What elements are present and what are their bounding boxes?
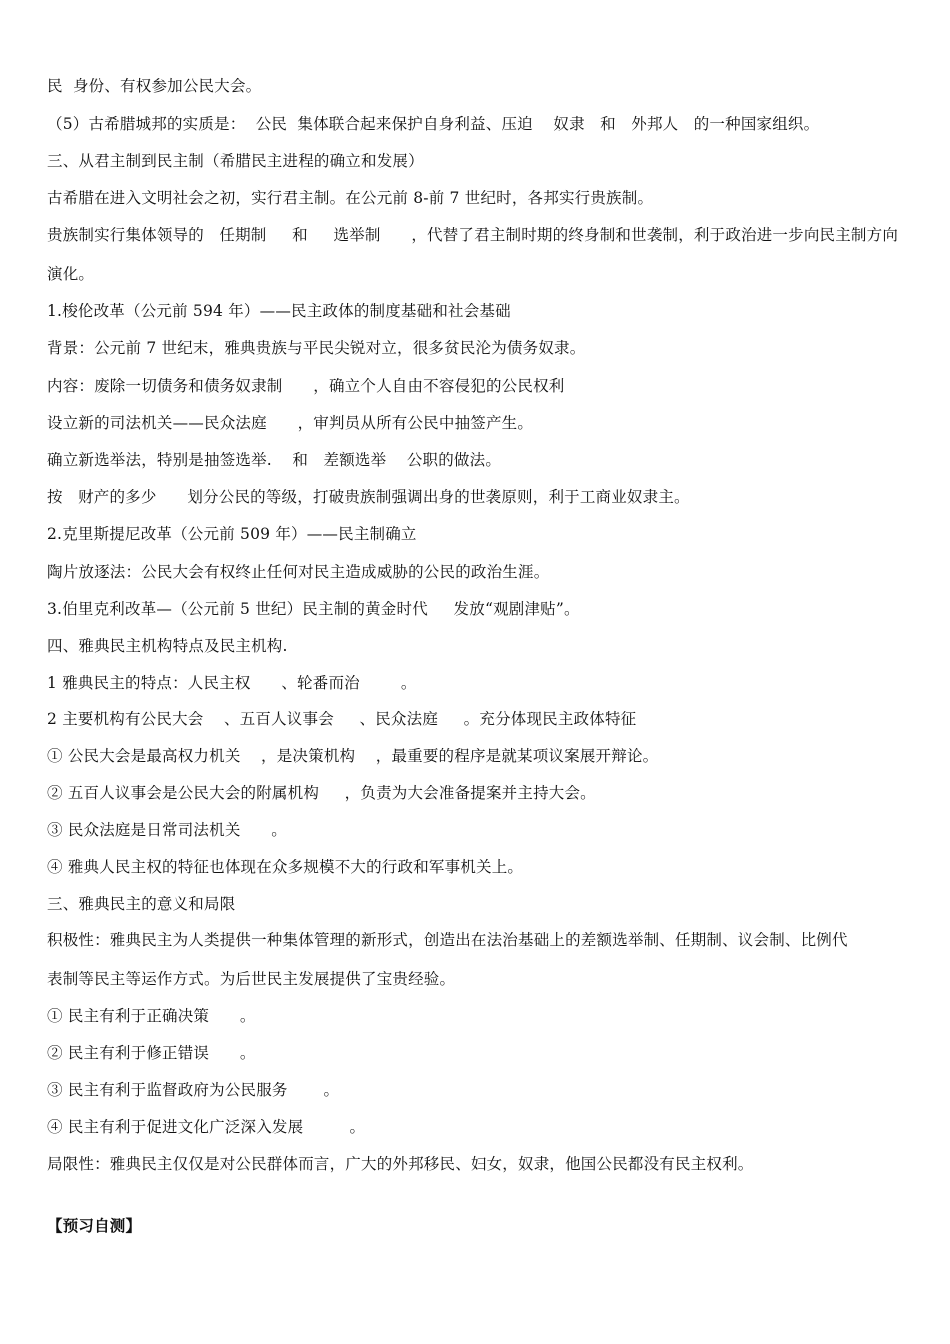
text-line: 1 雅典民主的特点：人民主权 、轮番而治 。 (47, 674, 417, 692)
text-line: 局限性：雅典民主仅仅是对公民群体而言，广大的外邦移民、妇女，奴隶，他国公民都没有民主权利。 (47, 1155, 754, 1173)
text-line: 积极性：雅典民主为人类提供一种集体管理的新形式，创造出在法治基础上的差额选举制、任期制、议会制、比例代 (47, 931, 848, 949)
text-line: 演化。 (47, 265, 95, 283)
section-heading-preview-test: 【预习自测】 (47, 1216, 142, 1235)
subsection-heading: 3.伯里克利改革—（公元前 5 世纪）民主制的黄金时代 发放“观剧津贴”。 (47, 600, 580, 618)
text-line: 设立新的司法机关——民众法庭 ，审判员从所有公民中抽签产生。 (47, 414, 534, 432)
section-heading: 四、雅典民主机构特点及民主机构. (47, 637, 288, 655)
list-item: ③ 民众法庭是日常司法机关 。 (47, 821, 287, 839)
text-line: 2 主要机构有公民大会 、五百人议事会 、民众法庭 。充分体现民主政体特征 (47, 710, 637, 728)
text-line: 确立新选举法，特别是抽签选举. 和 差额选举 公职的做法。 (47, 451, 502, 469)
text-line: 陶片放逐法：公民大会有权终止任何对民主造成威胁的公民的政治生涯。 (47, 563, 550, 581)
text-line: 按 财产的多少 划分公民的等级，打破贵族制强调出身的世袭原则，利于工商业奴隶主。 (47, 488, 690, 506)
list-item: ③ 民主有利于监督政府为公民服务 。 (47, 1081, 340, 1099)
list-item: ① 民主有利于正确决策 。 (47, 1007, 256, 1025)
subsection-heading: 2.克里斯提尼改革（公元前 509 年）——民主制确立 (47, 525, 417, 543)
list-item: ④ 雅典人民主权的特征也体现在众多规模不大的行政和军事机关上。 (47, 858, 524, 876)
list-item: ① 公民大会是最高权力机关 ，是决策机构 ，最重要的程序是就某项议案展开辩论。 (47, 747, 659, 765)
section-heading: 三、从君主制到民主制（希腊民主进程的确立和发展） (47, 152, 424, 170)
text-line: 内容：废除一切债务和债务奴隶制 ，确立个人自由不容侵犯的公民权利 (47, 377, 565, 395)
text-line: 民 身份、有权参加公民大会。 (47, 77, 262, 95)
text-line: 古希腊在进入文明社会之初，实行君主制。在公元前 8-前 7 世纪时，各邦实行贵族制。 (47, 189, 654, 207)
list-item: ② 民主有利于修正错误 。 (47, 1044, 256, 1062)
text-line: 表制等民主等运作方式。为后世民主发展提供了宝贵经验。 (47, 970, 456, 988)
subsection-heading: 1.梭伦改革（公元前 594 年）——民主政体的制度基础和社会基础 (47, 302, 511, 320)
list-item: ④ 民主有利于促进文化广泛深入发展 。 (47, 1118, 366, 1136)
list-item: ② 五百人议事会是公民大会的附属机构 ，负责为大会准备提案并主持大会。 (47, 784, 596, 802)
text-line: 贵族制实行集体领导的 任期制 和 选举制 ，代替了君主制时期的终身制和世袭制，利于政治进一步向民主制方向 (47, 226, 899, 244)
section-heading: 三、雅典民主的意义和局限 (47, 895, 236, 913)
text-line: 背景：公元前 7 世纪末，雅典贵族与平民尖锐对立，很多贫民沦为债务奴隶。 (47, 339, 586, 357)
text-line: （5）古希腊城邦的实质是： 公民 集体联合起来保护自身利益、压迫 奴隶 和 外邦人 的一种国家组织。 (47, 115, 820, 133)
